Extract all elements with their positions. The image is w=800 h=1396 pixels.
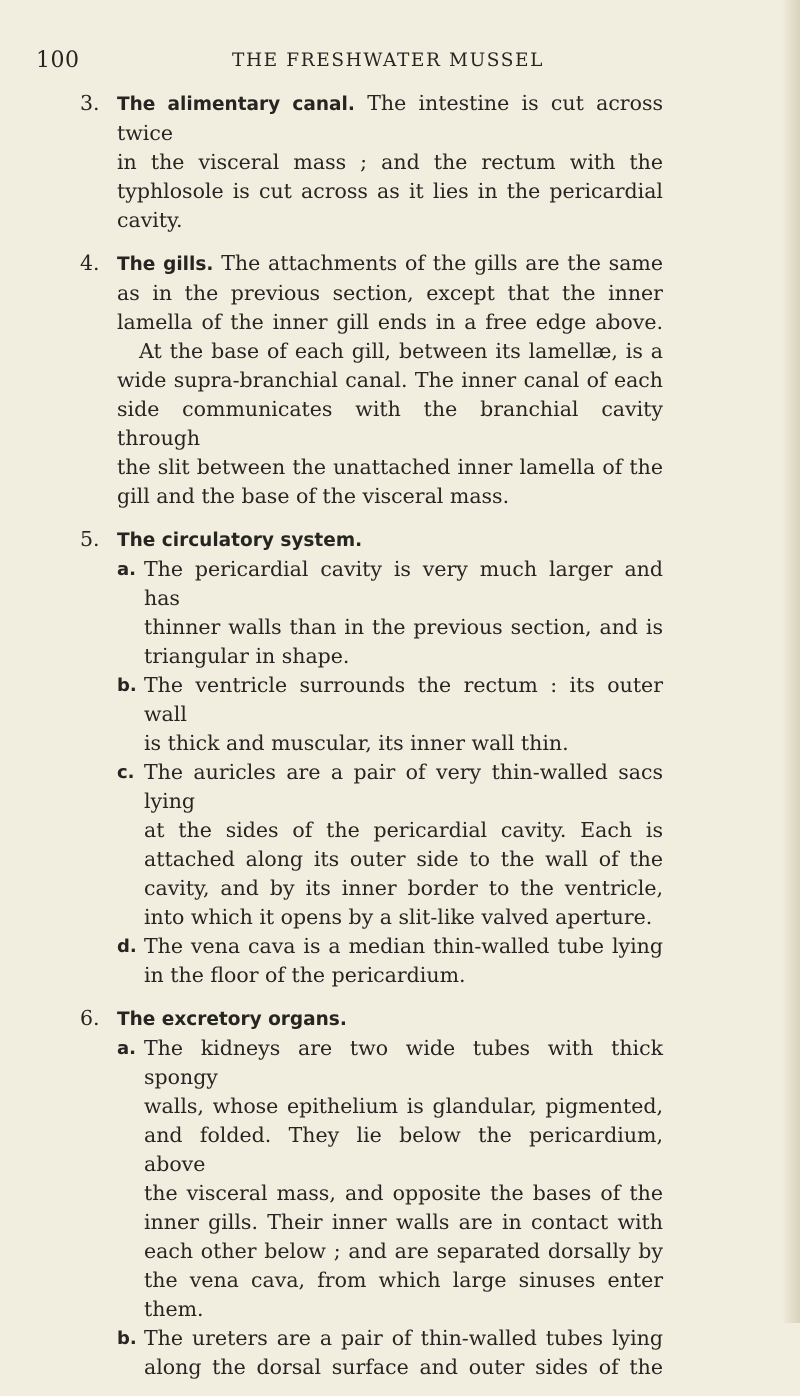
sub-item-kidneys	[117, 1034, 800, 1324]
sub-letter: a.	[117, 1038, 136, 1059]
text-line: the slit between the unattached inner lamella of the	[117, 455, 663, 479]
text-line: The pericardial cavity is very much larger and has	[144, 557, 663, 610]
text-line: in the visceral mass ; and the rectum with the	[117, 150, 663, 174]
text-line: gill and the base of the visceral mass.	[117, 484, 510, 508]
sub-text	[144, 932, 663, 990]
text-line: wide supra-branchial canal. The inner canal of each	[117, 368, 663, 392]
section-number: 5.	[80, 527, 100, 551]
sub-text	[144, 1324, 663, 1382]
text-line: in the floor of the pericardium.	[144, 963, 466, 987]
section-text	[117, 1004, 663, 1034]
sub-letter: b.	[117, 675, 137, 696]
text-line: The vena cava is a median thin-walled tube lying	[144, 934, 663, 958]
sub-text	[144, 671, 663, 758]
section-heading: The gills.	[117, 254, 214, 275]
text-line: each other below ; and are separated dorsally by	[144, 1239, 663, 1263]
sub-item-ventricle	[117, 671, 800, 758]
text-line: at the sides of the pericardial cavity. Each is	[144, 818, 663, 842]
sub-text	[144, 1034, 663, 1324]
section-gills	[0, 249, 800, 511]
sub-item-ureters	[117, 1324, 800, 1382]
text-line: walls, whose epithelium is glandular, pigmented,	[144, 1094, 663, 1118]
text-line: inner gills. Their inner walls are in contact with	[144, 1210, 663, 1234]
section-alimentary-canal	[0, 89, 800, 235]
sub-list	[0, 1034, 800, 1382]
sub-item-auricles	[117, 758, 800, 932]
text-line: the vena cava, from which large sinuses enter	[144, 1268, 663, 1292]
text-line: into which it opens by a slit-like valved aperture.	[144, 905, 653, 929]
text-line: typhlosole is cut across as it lies in the pericardial	[117, 179, 663, 203]
text-line: cavity.	[117, 208, 183, 232]
text-line: along the dorsal surface and outer sides of the	[144, 1355, 663, 1379]
page-body	[0, 89, 800, 1396]
text-line: The ureters are a pair of thin-walled tubes lying	[144, 1326, 663, 1350]
section-number: 3.	[80, 91, 100, 115]
sub-item-vena-cava	[117, 932, 800, 990]
sub-list	[0, 555, 800, 990]
text-line: cavity, and by its inner border to the ventricle,	[144, 876, 663, 900]
text-line: The gills. The attachments of the gills are the same	[117, 251, 663, 275]
section-heading: The circulatory system.	[117, 530, 363, 551]
text-line: the visceral mass, and opposite the bases of the	[144, 1181, 663, 1205]
sub-letter: a.	[117, 559, 136, 580]
text-line: as in the previous section, except that the inner	[117, 281, 663, 305]
sub-text	[144, 555, 663, 671]
text-line: The kidneys are two wide tubes with thick spongy	[144, 1036, 663, 1089]
text-line: is thick and muscular, its inner wall thin.	[144, 731, 569, 755]
section-number: 4.	[80, 251, 100, 275]
section-text	[117, 89, 663, 235]
text-line: The auricles are a pair of very thin-walled sacs lying	[144, 760, 663, 813]
section-heading: The excretory organs.	[117, 1009, 347, 1030]
sub-item-pericardial-cavity	[117, 555, 800, 671]
text-line: them.	[144, 1297, 204, 1321]
text-line	[117, 1004, 663, 1034]
text-line: triangular in shape.	[144, 644, 350, 668]
text-line: and folded. They lie below the pericardium, above	[144, 1123, 663, 1176]
sub-letter: b.	[117, 1328, 137, 1349]
text-line: At the base of each gill, between its lamellæ, is a	[139, 339, 663, 363]
text-line: The ventricle surrounds the rectum : its outer wall	[144, 673, 663, 726]
page-number: 100	[36, 48, 80, 73]
text-line: attached along its outer side to the wall of the	[144, 847, 663, 871]
section-excretory-organs	[0, 1004, 800, 1382]
section-number: 6.	[80, 1006, 100, 1030]
sub-text	[144, 758, 663, 932]
page-header	[0, 40, 800, 80]
text-line: thinner walls than in the previous section, and is	[144, 615, 663, 639]
section-heading: The alimentary canal.	[117, 94, 355, 115]
text-line: side communicates with the branchial cavity through	[117, 397, 663, 450]
text-line	[117, 525, 663, 555]
text-line: The alimentary canal. The intestine is cut across twice	[117, 91, 663, 145]
sub-letter: d.	[117, 936, 137, 957]
sub-letter: c.	[117, 762, 135, 783]
text-line: lamella of the inner gill ends in a free edge above.	[117, 310, 663, 334]
section-text	[117, 249, 663, 511]
running-title: THE FRESHWATER MUSSEL	[232, 50, 544, 71]
section-text	[117, 525, 663, 555]
section-circulatory-system	[0, 525, 800, 990]
